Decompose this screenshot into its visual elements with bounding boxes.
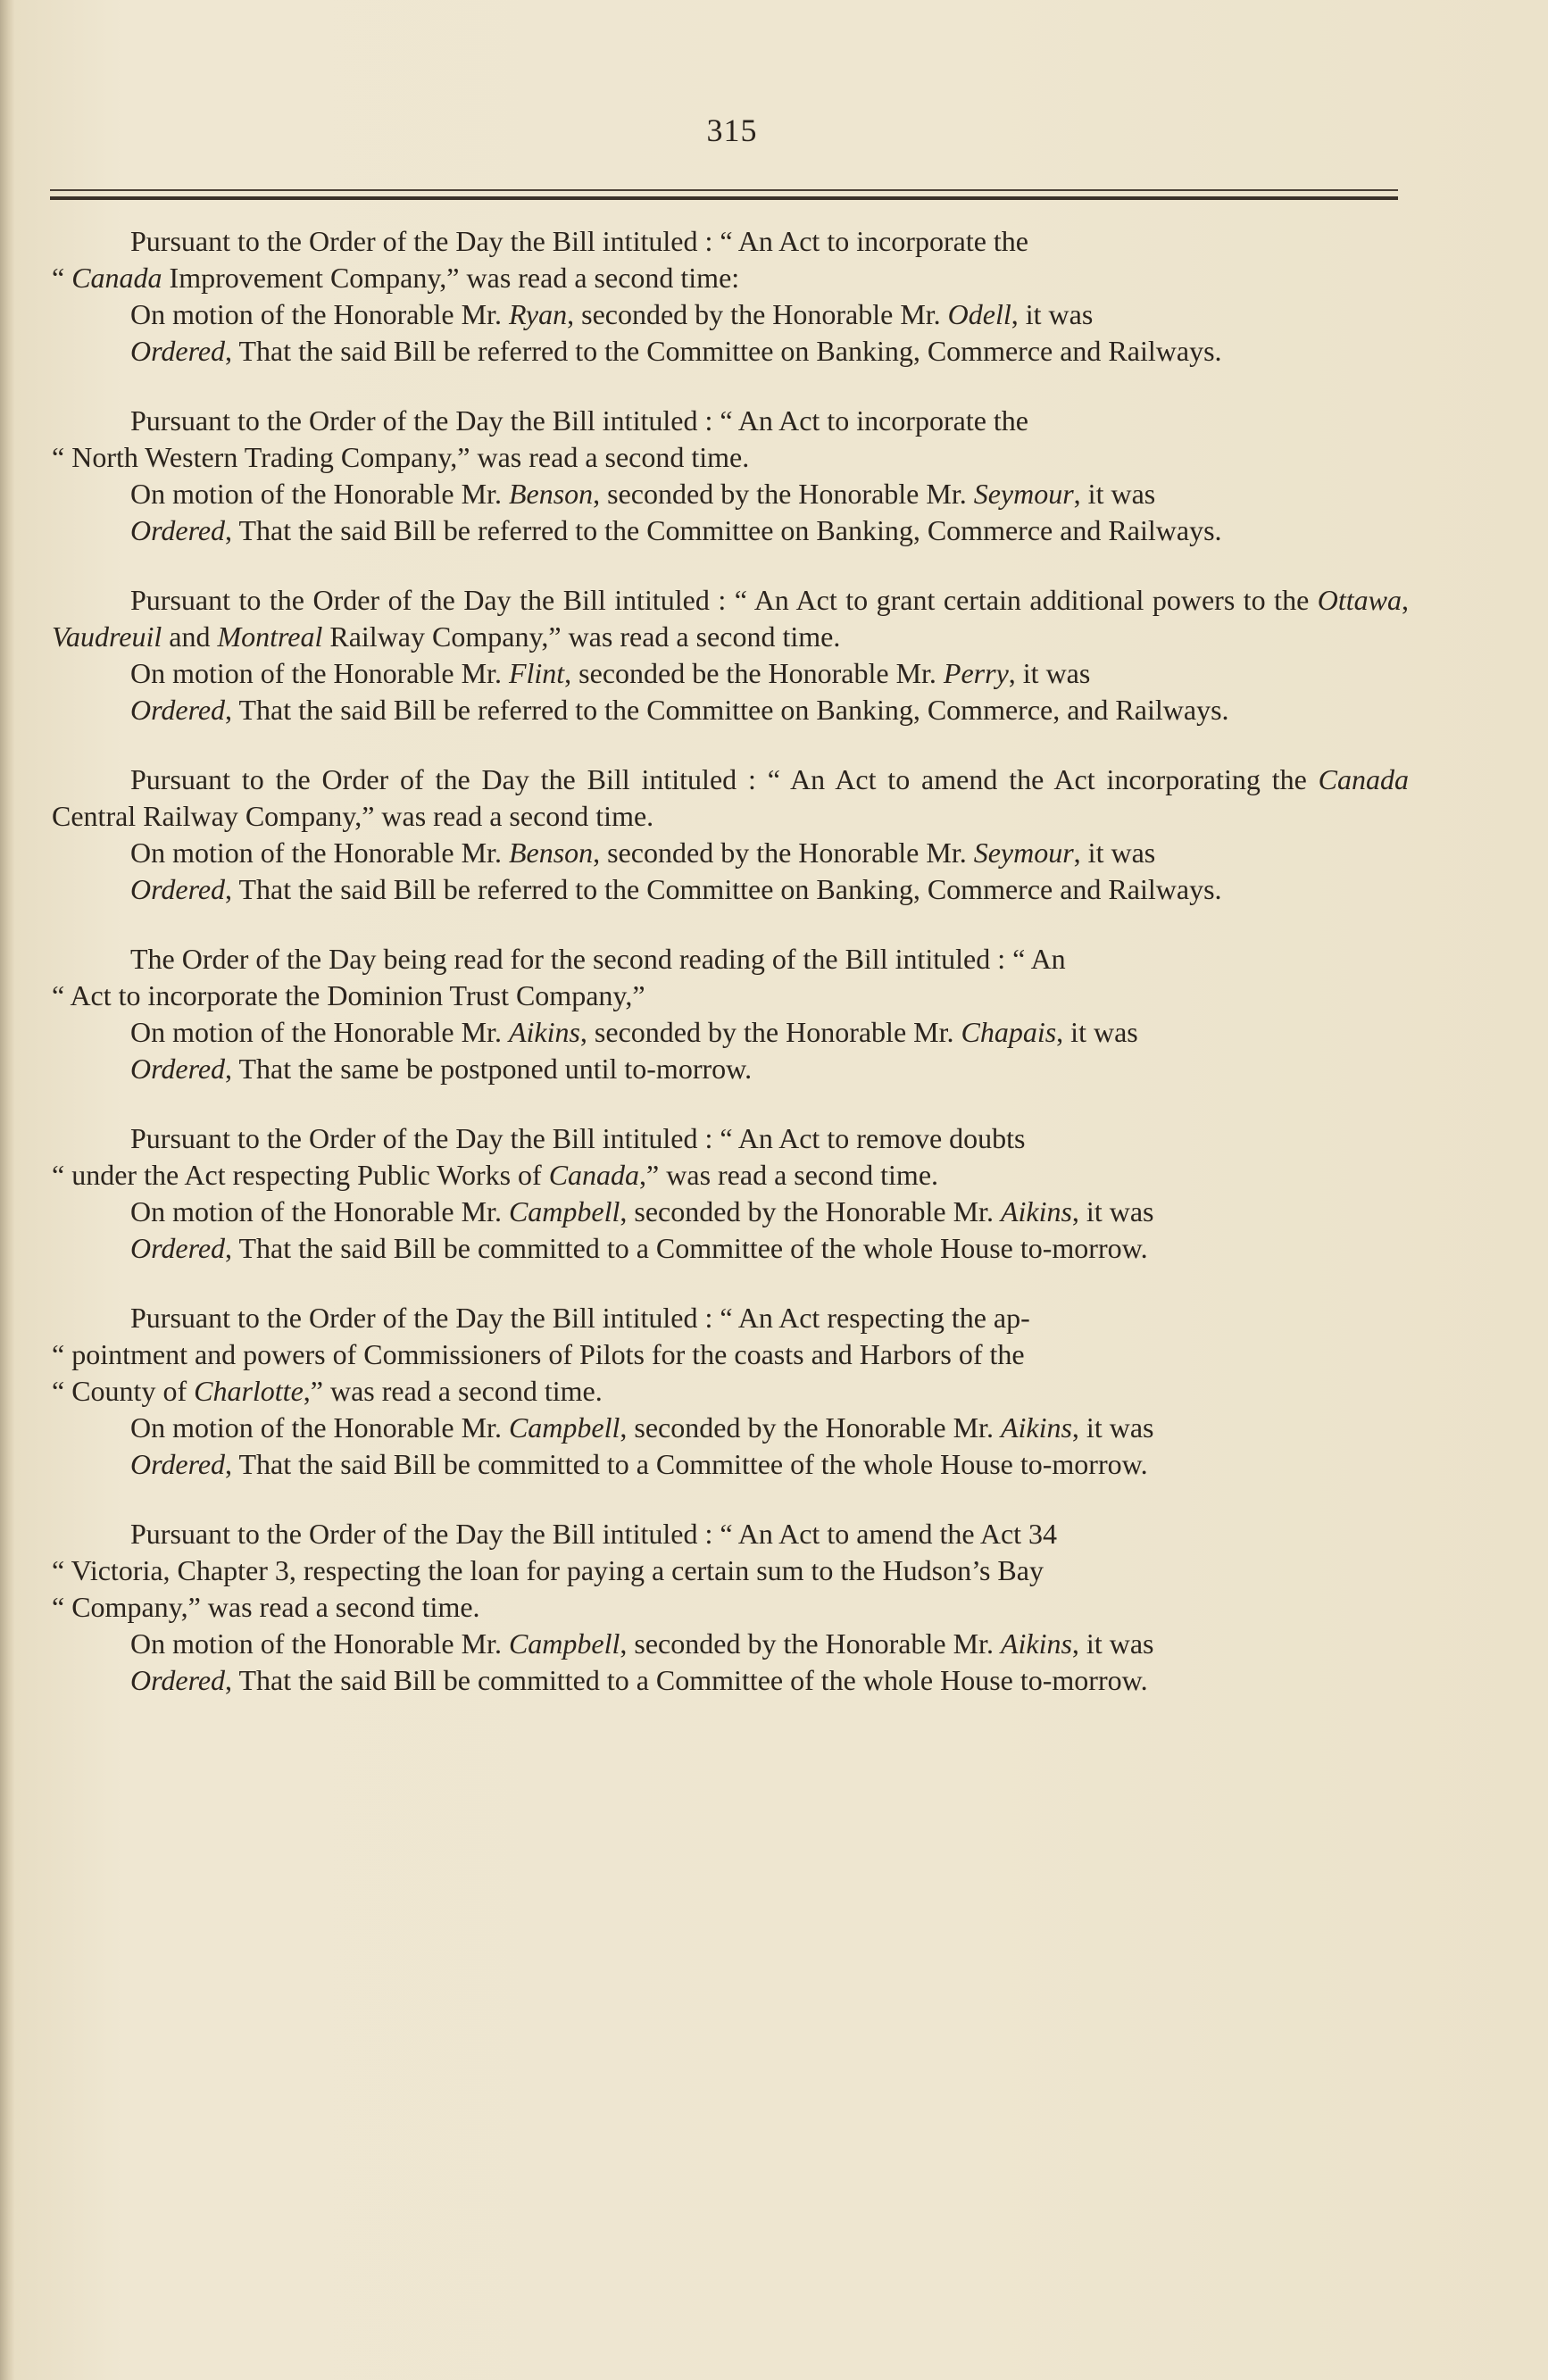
motion-text: [52, 1014, 1409, 1051]
seconder-name: Chapais: [961, 1016, 1057, 1048]
motion-mid: , seconded by the Honorable Mr.: [593, 836, 974, 869]
entry-public-works-of-canada: [52, 1120, 1409, 1267]
separator: and: [162, 620, 218, 653]
seconder-name: Odell: [947, 298, 1011, 330]
motion-prefix: On motion of the Honorable Mr.: [130, 836, 509, 869]
mover-name: Ryan: [508, 298, 568, 330]
motion-mid: , seconded by the Honorable Mr.: [567, 298, 948, 330]
order-body: , That the said Bill be committed to a Committee of the whole House to-morrow.: [225, 1664, 1148, 1696]
motion-mid: , seconded by the Honorable Mr.: [620, 1411, 1001, 1444]
reading-line: The Order of the Day being read for the second reading of the Bill intituled : “ An: [130, 943, 1066, 975]
reading-text: Central Railway Company,” was read a second time.: [52, 800, 654, 832]
reading-line: “ under the Act respecting Public Works of: [52, 1159, 549, 1191]
motion-suffix: , it was: [1056, 1016, 1138, 1048]
entry-commissioners-of-pilots: [52, 1300, 1409, 1483]
ordered-word: Ordered: [130, 1053, 226, 1085]
order-text: [52, 512, 1409, 549]
reading-line: Pursuant to the Order of the Day the Bill intituled : “ An Act to amend the Act 34: [130, 1518, 1058, 1550]
motion-suffix: , it was: [1011, 298, 1094, 330]
mover-name: Campbell: [508, 1195, 620, 1227]
italic-place-name: Montreal: [217, 620, 323, 653]
second-reading-text: [52, 941, 1409, 1014]
mover-name: Benson: [508, 836, 594, 869]
ordered-word: Ordered: [130, 1664, 226, 1696]
motion-suffix: , it was: [1073, 836, 1156, 869]
ordered-word: Ordered: [130, 1232, 226, 1264]
reading-line: “ Victoria, Chapter 3, respecting the loan for paying a certain sum to the Hudson’s Bay: [52, 1554, 1044, 1586]
motion-mid: , seconded by the Honorable Mr.: [620, 1195, 1001, 1227]
order-body: , That the said Bill be referred to the Committee on Banking, Commerce and Railways.: [225, 514, 1222, 546]
motion-suffix: , it was: [1071, 1195, 1154, 1227]
order-text: [52, 1230, 1409, 1267]
mover-name: Campbell: [508, 1411, 620, 1444]
motion-prefix: On motion of the Honorable Mr.: [130, 298, 509, 330]
reading-line: Improvement Company,” was read a second time:: [162, 262, 740, 294]
mover-name: Flint: [508, 657, 565, 689]
motion-suffix: , it was: [1071, 1627, 1154, 1660]
entry-dominion-trust-company: [52, 941, 1409, 1087]
reading-text: Railway Company,” was read a second time.: [322, 620, 841, 653]
motion-mid: , seconded be the Honorable Mr.: [564, 657, 944, 689]
order-text: [52, 692, 1409, 728]
italic-place-name: Canada: [71, 262, 162, 294]
reading-line: Pursuant to the Order of the Day the Bill intituled : “ An Act to remove doubts: [130, 1122, 1026, 1154]
order-body: , That the said Bill be committed to a Committee of the whole House to-morrow.: [225, 1448, 1148, 1480]
reading-line: “ pointment and powers of Commissioners of Pilots for the coasts and Harbors of the: [52, 1338, 1025, 1370]
seconder-name: Seymour: [973, 478, 1074, 510]
second-reading-text: [52, 223, 1409, 296]
second-reading-text: [52, 1516, 1409, 1626]
motion-prefix: On motion of the Honorable Mr.: [130, 1411, 509, 1444]
motion-prefix: On motion of the Honorable Mr.: [130, 1016, 509, 1048]
separator: ,: [1402, 584, 1409, 616]
motion-prefix: On motion of the Honorable Mr.: [130, 1195, 509, 1227]
motion-text: [52, 476, 1409, 512]
motion-suffix: , it was: [1008, 657, 1091, 689]
reading-line: “ North Western Trading Company,” was read a second time.: [52, 441, 750, 473]
reading-text: Pursuant to the Order of the Day the Bill intituled : “ An Act to grant certain additional powers to the: [130, 584, 1318, 616]
entry-canada-improvement-company: [52, 223, 1409, 370]
motion-prefix: On motion of the Honorable Mr.: [130, 1627, 509, 1660]
motion-mid: , seconded by the Honorable Mr.: [593, 478, 974, 510]
order-body: , That the said Bill be referred to the Committee on Banking, Commerce, and Railways.: [225, 694, 1229, 726]
motion-text: [52, 296, 1409, 333]
motion-mid: , seconded by the Honorable Mr.: [579, 1016, 961, 1048]
header-rule-thin: [50, 189, 1398, 191]
ordered-word: Ordered: [130, 514, 226, 546]
motion-suffix: , it was: [1073, 478, 1156, 510]
mover-name: Campbell: [508, 1627, 620, 1660]
ordered-word: Ordered: [130, 335, 226, 367]
italic-place-name: Canada: [548, 1159, 640, 1191]
second-reading-text: [52, 1300, 1409, 1410]
italic-place-name: Vaudreuil: [52, 620, 162, 653]
italic-place-name: Canada: [1318, 763, 1409, 795]
motion-text: [52, 1626, 1409, 1662]
reading-line: Pursuant to the Order of the Day the Bill intituled : “ An Act to incorporate the: [130, 225, 1028, 257]
binding-edge: [0, 0, 14, 2380]
reading-line: Pursuant to the Order of the Day the Bill intituled : “ An Act to incorporate the: [130, 404, 1028, 437]
motion-text: [52, 655, 1409, 692]
second-reading-text: [52, 761, 1409, 835]
reading-line: Pursuant to the Order of the Day the Bill intituled : “ An Act respecting the ap-: [130, 1302, 1030, 1334]
reading-line: ,” was read a second time.: [303, 1375, 603, 1407]
order-body: , That the said Bill be referred to the Committee on Banking, Commerce and Railways.: [225, 873, 1222, 905]
motion-mid: , seconded by the Honorable Mr.: [620, 1627, 1001, 1660]
second-reading-text: [52, 403, 1409, 476]
order-body: , That the said Bill be committed to a Committee of the whole House to-morrow.: [225, 1232, 1148, 1264]
seconder-name: Seymour: [973, 836, 1074, 869]
reading-line: “ Act to incorporate the Dominion Trust Company,”: [52, 979, 645, 1011]
ordered-word: Ordered: [130, 873, 226, 905]
mover-name: Benson: [508, 478, 594, 510]
motion-suffix: , it was: [1071, 1411, 1154, 1444]
seconder-name: Aikins: [1000, 1411, 1072, 1444]
entry-ottawa-vaudreuil-montreal-railway: [52, 582, 1409, 728]
seconder-name: Perry: [943, 657, 1009, 689]
reading-line: “: [52, 262, 72, 294]
entry-hudsons-bay-company-loan: [52, 1516, 1409, 1699]
italic-place-name: Ottawa: [1317, 584, 1402, 616]
order-text: [52, 1662, 1409, 1699]
motion-text: [52, 1410, 1409, 1446]
ordered-word: Ordered: [130, 694, 226, 726]
order-text: [52, 1446, 1409, 1483]
italic-place-name: Charlotte: [194, 1375, 304, 1407]
second-reading-text: [52, 582, 1409, 655]
reading-text: Pursuant to the Order of the Day the Bill intituled : “ An Act to amend the Act incorporating the: [130, 763, 1319, 795]
motion-text: [52, 835, 1409, 871]
order-text: [52, 1051, 1409, 1087]
reading-line: “ Company,” was read a second time.: [52, 1591, 480, 1623]
reading-line: ,” was read a second time.: [639, 1159, 939, 1191]
seconder-name: Aikins: [1000, 1627, 1072, 1660]
motion-prefix: On motion of the Honorable Mr.: [130, 478, 509, 510]
order-body: , That the same be postponed until to-morrow.: [225, 1053, 753, 1085]
second-reading-text: [52, 1120, 1409, 1194]
order-body: , That the said Bill be referred to the Committee on Banking, Commerce and Railways.: [225, 335, 1222, 367]
order-text: [52, 333, 1409, 370]
order-text: [52, 871, 1409, 908]
mover-name: Aikins: [508, 1016, 580, 1048]
entry-canada-central-railway: [52, 761, 1409, 908]
motion-text: [52, 1194, 1409, 1230]
seconder-name: Aikins: [1000, 1195, 1072, 1227]
reading-line: “ County of: [52, 1375, 195, 1407]
ordered-word: Ordered: [130, 1448, 226, 1480]
journal-content: [52, 223, 1409, 1732]
entry-north-western-trading-company: [52, 403, 1409, 549]
motion-prefix: On motion of the Honorable Mr.: [130, 657, 509, 689]
page-number: 315: [706, 112, 758, 148]
header-rule-thick: [50, 196, 1398, 200]
